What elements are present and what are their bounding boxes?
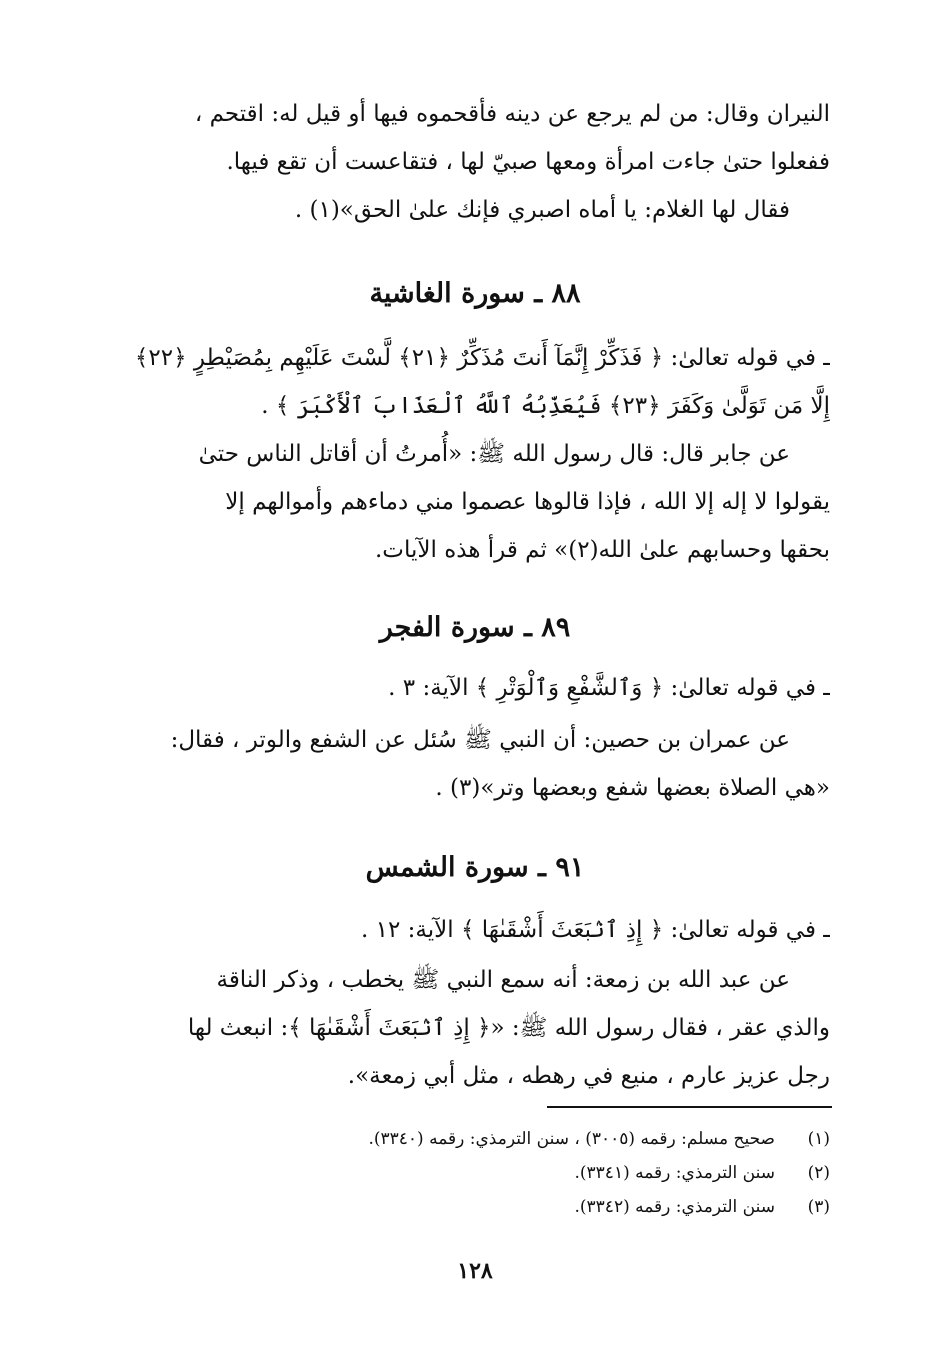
text-line: ففعلوا حتىٰ جاءت امرأة ومعها صبيّ لها ، فتقاعست أن تقع فيها.: [226, 149, 830, 175]
footnote: [130, 1156, 830, 1190]
footnote: [130, 1190, 830, 1224]
footnote-text: سنن الترمذي: رقمه (٣٣٤١).: [574, 1163, 775, 1183]
footnote-number: (٢): [807, 1163, 830, 1183]
footnote: [130, 1122, 830, 1156]
footnote-number: (١): [807, 1129, 830, 1149]
text-line: «هي الصلاة بعضها شفع وبعضها وتر»(٣) .: [435, 775, 830, 801]
footnote-text: صحيح مسلم: رقمه (٣٠٠٥) ، سنن الترمذي: رقمه (٣٣٤٠).: [368, 1129, 775, 1149]
opening-paragraph: [120, 90, 830, 234]
text-line: إِلَّا مَن تَوَلَّىٰ وَكَفَرَ ﴿٢٣﴾ فَيُعَذِّبُهُ ٱللَّهُ ٱلْعَذَابَ ٱلْأَكْبَرَ ﴾ .: [261, 393, 830, 419]
footnotes: [130, 1122, 830, 1224]
text-line: عن عبد الله بن زمعة: أنه سمع النبي ﷺ يخطب ، وذكر الناقة: [216, 967, 790, 993]
verse-paragraph: [120, 334, 830, 430]
text-line: ـ في قوله تعالىٰ: ﴿ إِذِ ٱنۢبَعَثَ أَشْقَىٰهَا ﴾ الآية: ١٢ .: [361, 917, 830, 943]
text-line: عن عمران بن حصين: أن النبي ﷺ سُئل عن الشفع والوتر ، فقال:: [170, 727, 790, 753]
footnote-text: سنن الترمذي: رقمه (٣٣٤٢).: [574, 1197, 775, 1217]
hadith-paragraph: [120, 956, 830, 1100]
hadith-paragraph: [120, 430, 830, 574]
verse-paragraph: [120, 906, 830, 954]
text-line: ـ في قوله تعالىٰ: ﴿ وَٱلشَّفْعِ وَٱلْوَتْرِ ﴾ الآية: ٣ .: [388, 675, 830, 701]
page-number: ١٢٨: [457, 1258, 493, 1284]
text-line: النيران وقال: من لم يرجع عن دينه فأقحموه فيها أو قيل له: اقتحم ،: [194, 101, 830, 127]
text-line: عن جابر قال: قال رسول الله ﷺ: «أُمرتُ أن أقاتل الناس حتىٰ: [198, 441, 790, 467]
section-heading: ٨٨ ـ سورة الغاشية: [369, 278, 581, 309]
footnote-number: (٣): [807, 1197, 830, 1217]
text-line: رجل عزيز عارم ، منيع في رهطه ، مثل أبي زمعة».: [347, 1063, 830, 1089]
footnote-divider: [547, 1106, 832, 1108]
verse-paragraph: [120, 664, 830, 712]
text-line: يقولوا لا إله إلا الله ، فإذا قالوها عصموا مني دماءهم وأموالهم إلا: [225, 489, 830, 515]
hadith-paragraph: [120, 716, 830, 812]
text-line: والذي عقر ، فقال رسول الله ﷺ: «﴿ إِذِ ٱنۢبَعَثَ أَشْقَىٰهَا ﴾: انبعث لها: [187, 1015, 830, 1041]
section-heading: ٩١ ـ سورة الشمس: [365, 852, 585, 883]
section-heading: ٨٩ ـ سورة الفجر: [379, 612, 571, 643]
text-line: ـ في قوله تعالىٰ: ﴿ فَذَكِّرْ إِنَّمَآ أَنتَ مُذَكِّرٌ ﴿٢١﴾ لَّسْتَ عَلَيْهِم بِمُصَيْطِرٍ ﴿٢٢﴾: [134, 345, 830, 371]
text-line: فقال لها الغلام: يا أماه اصبري فإنك علىٰ الحق»(١) .: [294, 197, 790, 223]
text-line: بحقها وحسابهم علىٰ الله(٢)» ثم قرأ هذه الآيات.: [375, 537, 830, 563]
